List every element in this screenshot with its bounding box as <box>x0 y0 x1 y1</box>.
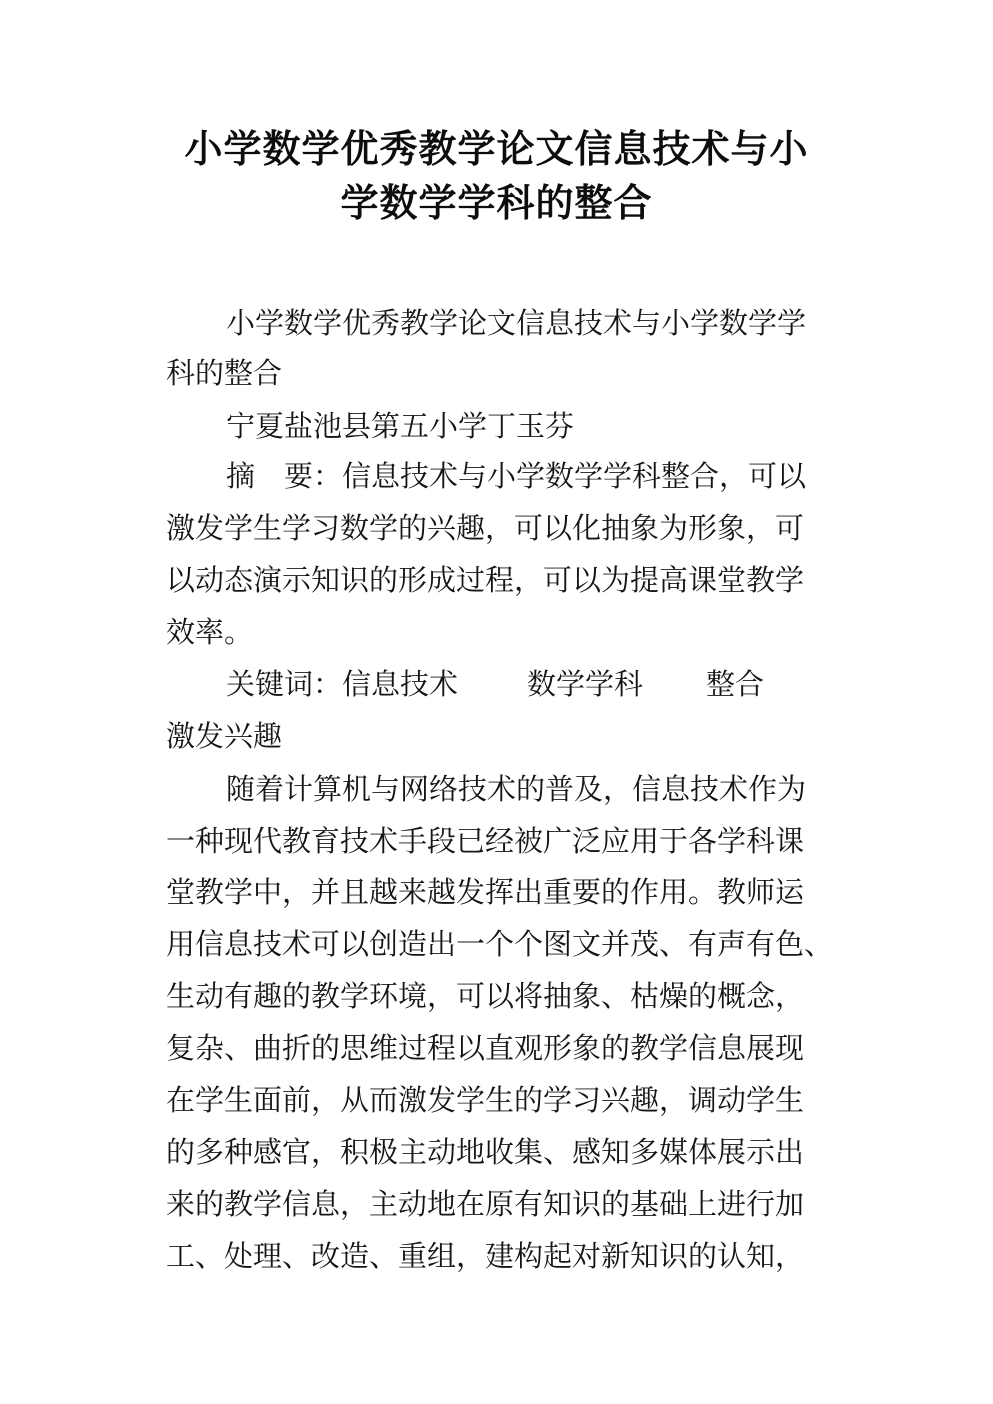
body-line <box>0 866 993 918</box>
subtitle-line <box>0 347 993 399</box>
body-line <box>0 1230 993 1282</box>
abstract-line <box>0 554 993 606</box>
body-line <box>0 1178 993 1230</box>
body-line <box>0 815 993 867</box>
abstract-line <box>0 450 993 502</box>
abstract-line-4: 效率。 <box>166 615 254 649</box>
body-line <box>0 970 993 1022</box>
abstract-line <box>0 502 993 554</box>
body-line-1: 随着计算机与网络技术的普及，信息技术作为 <box>226 772 807 806</box>
title-line-2: 学数学学科的整合 <box>340 181 653 225</box>
subtitle-line-2: 科的整合 <box>166 356 283 390</box>
body-line-4: 用信息技术可以创造出一个个图文并茂、有声有色、 <box>166 927 834 961</box>
body-line <box>0 1126 993 1178</box>
abstract-line-1: 摘 要：信息技术与小学数学学科整合，可以 <box>226 459 807 493</box>
body-line-2: 一种现代教育技术手段已经被广泛应用于各学科课 <box>166 824 805 858</box>
body-line-6: 复杂、曲折的思维过程以直观形象的教学信息展现 <box>166 1031 805 1065</box>
body-line <box>0 1022 993 1074</box>
keyword-math-subject: 数学学科 <box>527 667 644 701</box>
keyword-integration: 整合 <box>706 667 765 701</box>
title-line-1: 小学数学优秀教学论文信息技术与小 <box>184 127 809 171</box>
body-line <box>0 1074 993 1126</box>
body-line <box>0 918 993 970</box>
subtitle-line <box>0 297 993 349</box>
body-line-9: 来的教学信息，主动地在原有知识的基础上进行加 <box>166 1187 805 1221</box>
keywords-line <box>0 710 993 762</box>
document-title <box>0 122 993 230</box>
subtitle-line-1: 小学数学优秀教学论文信息技术与小学数学学 <box>226 306 807 340</box>
body-line-10: 工、处理、改造、重组，建构起对新知识的认知， <box>166 1239 805 1273</box>
abstract-line-3: 以动态演示知识的形成过程，可以为提高课堂教学 <box>166 563 805 597</box>
abstract-line <box>0 606 993 658</box>
body-line-7: 在学生面前，从而激发学生的学习兴趣，调动学生 <box>166 1083 805 1117</box>
body-line-8: 的多种感官，积极主动地收集、感知多媒体展示出 <box>166 1135 805 1169</box>
author-name: 宁夏盐池县第五小学丁玉芬 <box>226 409 575 443</box>
author-line <box>0 400 993 452</box>
body-line-3: 堂教学中，并且越来越发挥出重要的作用。教师运 <box>166 875 805 909</box>
keyword-interest: 激发兴趣 <box>166 719 283 753</box>
keywords-line <box>0 658 993 710</box>
abstract-line-2: 激发学生学习数学的兴趣，可以化抽象为形象，可 <box>166 511 805 545</box>
body-line-5: 生动有趣的教学环境，可以将抽象、枯燥的概念， <box>166 979 805 1013</box>
body-line <box>0 763 993 815</box>
keywords-label: 关键词：信息技术 <box>226 667 459 701</box>
